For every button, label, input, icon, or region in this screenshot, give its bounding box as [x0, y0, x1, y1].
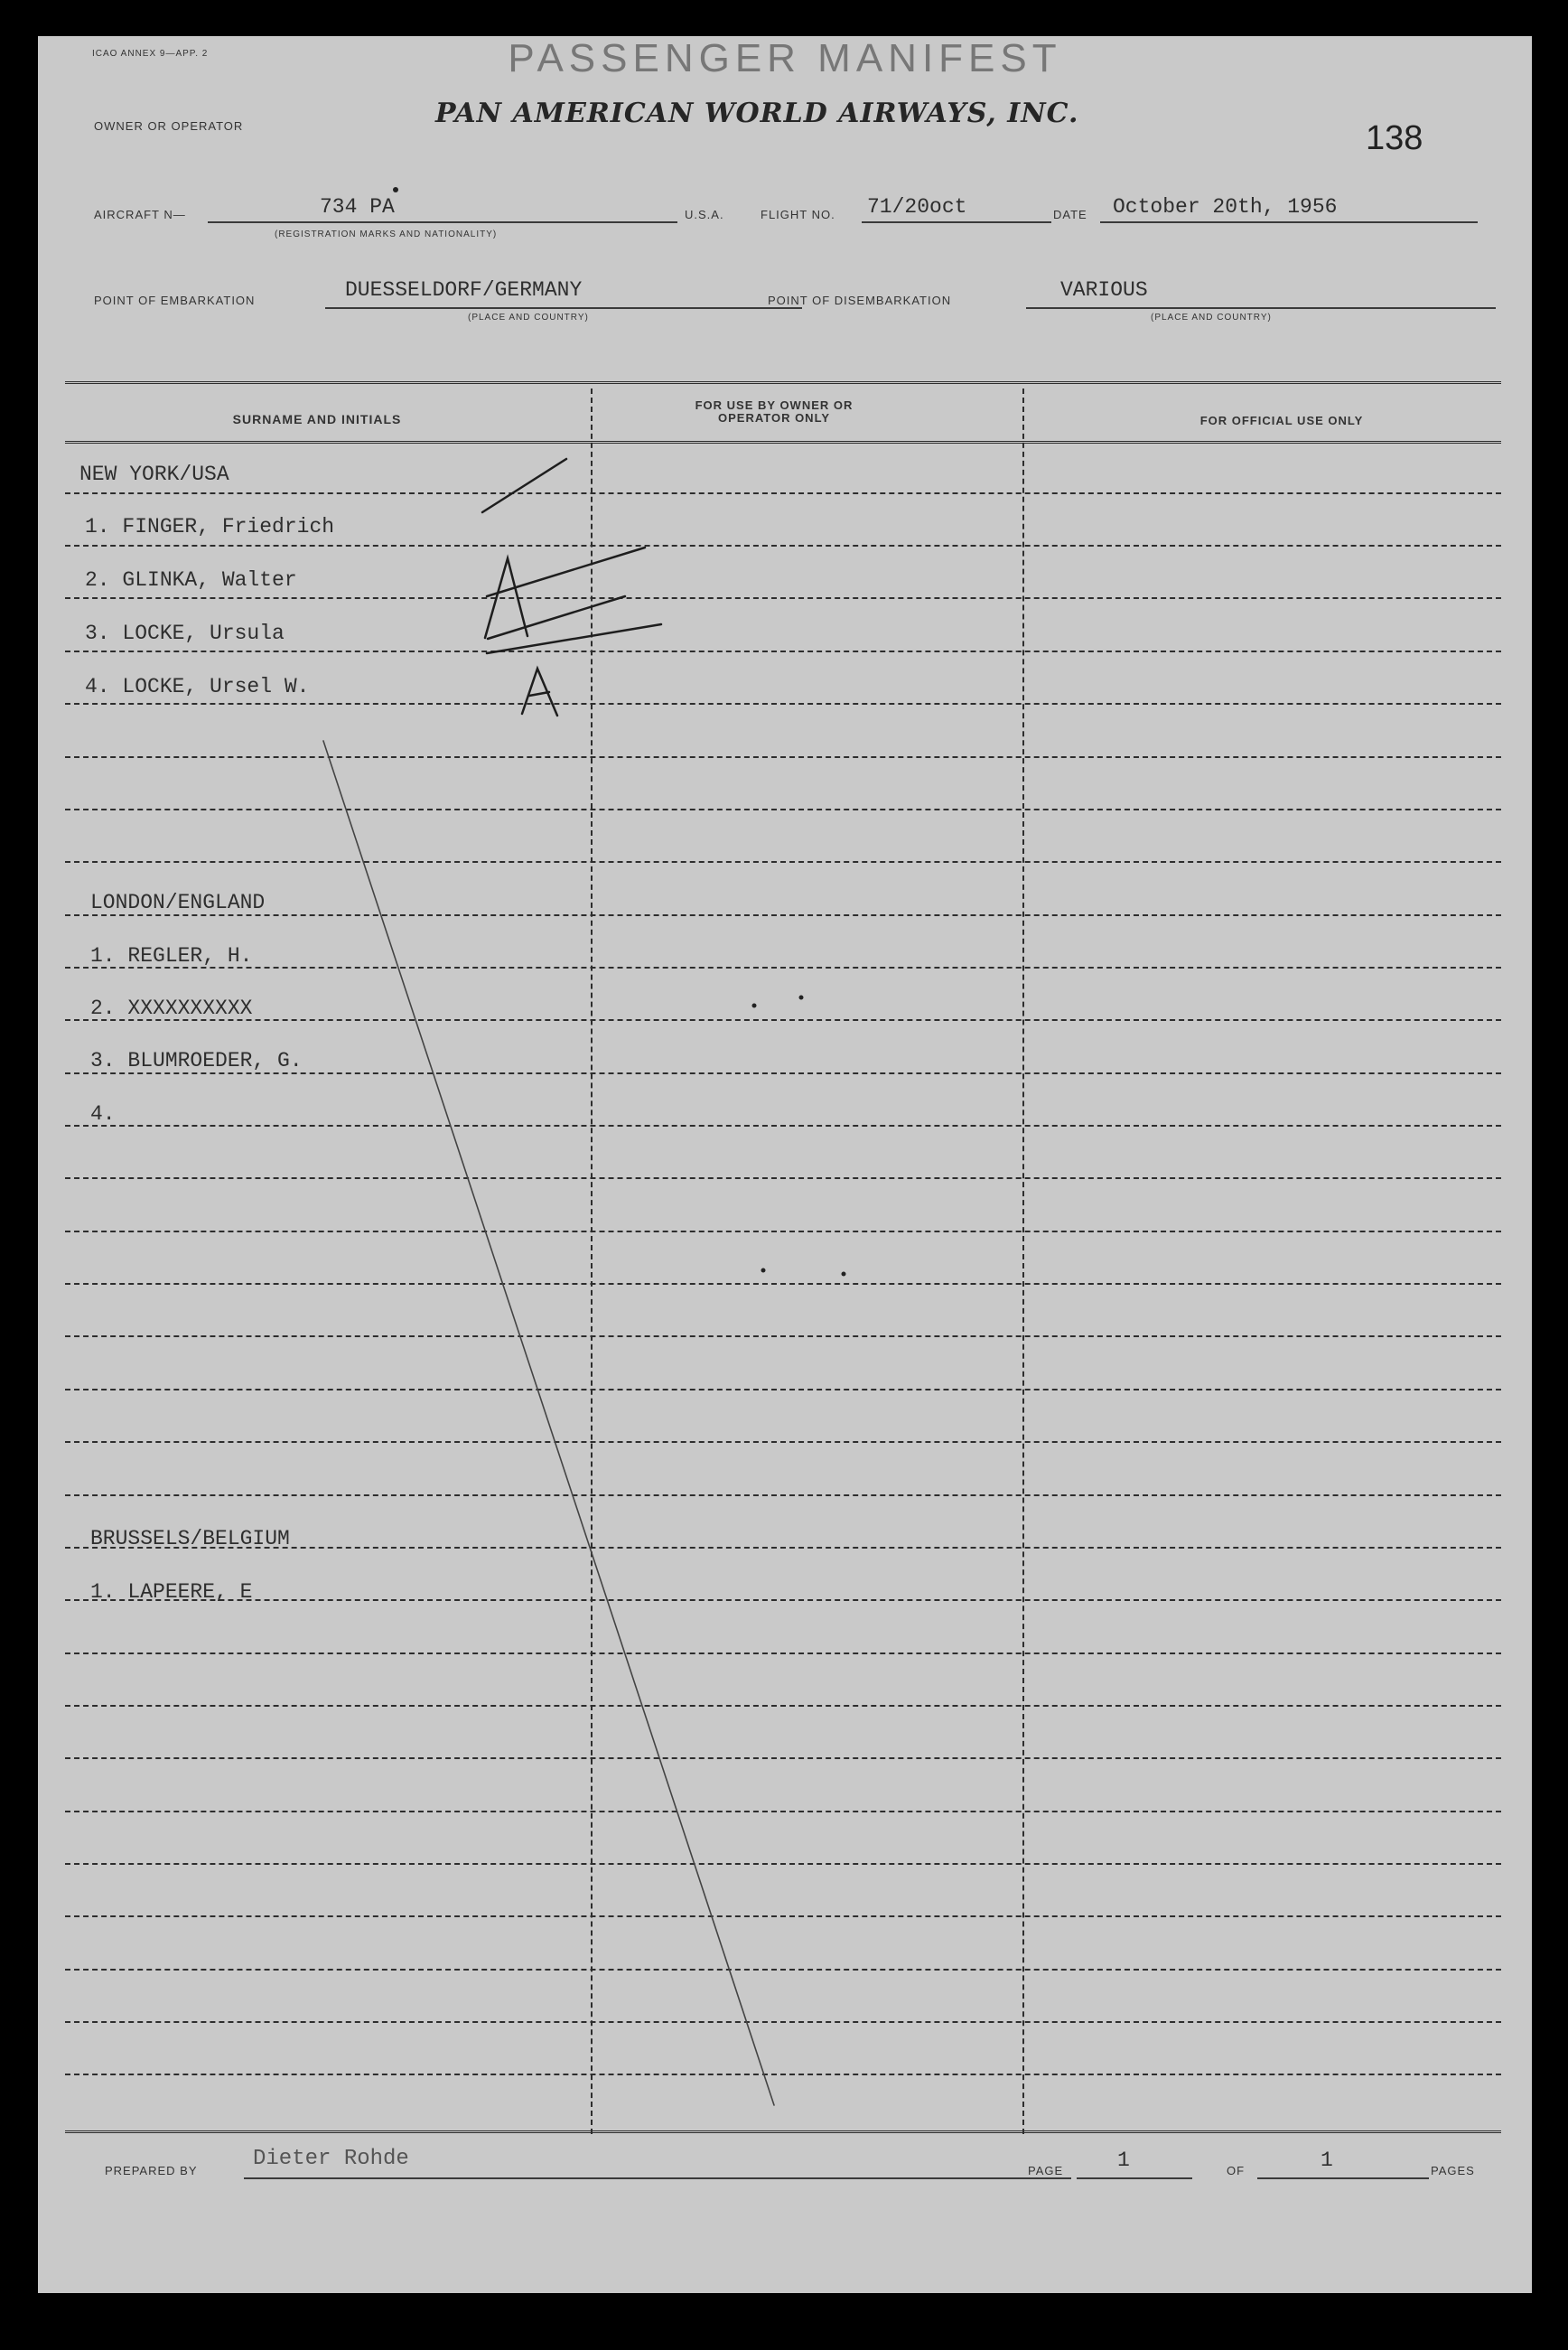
pencil-strike-line [323, 741, 774, 2105]
form-title: PASSENGER MANIFEST [508, 36, 1062, 80]
prepared-by-signature: Dieter Rohde [253, 2147, 409, 2171]
pages-total-value: 1 [1321, 2149, 1333, 2172]
flight-value: 71/20oct [867, 195, 967, 219]
aircraft-value: 734 PA [320, 195, 395, 219]
embark-value: DUESSELDORF/GERMANY [345, 278, 583, 302]
embark-note: (PLACE AND COUNTRY) [468, 313, 589, 323]
destination-heading: LONDON/ENGLAND [90, 891, 266, 914]
page-number: 138 [1366, 119, 1423, 157]
destination-heading: NEW YORK/USA [79, 463, 229, 486]
ink-dot [752, 1004, 757, 1008]
ink-dot [799, 996, 804, 1000]
passenger-entry: 1. LAPEERE, E [90, 1580, 253, 1604]
ink-dot [842, 1272, 846, 1277]
nationality: U.S.A. [685, 208, 724, 221]
disembark-value: VARIOUS [1060, 278, 1148, 302]
operator-name: PAN AMERICAN WORLD AIRWAYS, INC. [435, 98, 1079, 129]
handwritten-marks [38, 36, 1532, 2293]
column-header-owner-use: FOR USE BY OWNER OR OPERATOR ONLY [695, 398, 854, 425]
handwritten-a-mark [522, 669, 557, 716]
passenger-entry: 2. XXXXXXXXXX [90, 997, 253, 1020]
passenger-entry: 1. REGLER, H. [90, 944, 253, 968]
passenger-entry: 3. BLUMROEDER, G. [90, 1049, 303, 1072]
date-value: October 20th, 1956 [1113, 195, 1338, 219]
handwritten-a-mark [487, 624, 661, 653]
prepared-by-label: PREPARED BY [105, 2164, 198, 2177]
check-mark [482, 459, 566, 512]
disembark-label: POINT OF DISEMBARKATION [768, 294, 952, 307]
column-header-official-use: FOR OFFICIAL USE ONLY [1199, 414, 1364, 427]
handwritten-a-mark [485, 558, 527, 638]
ink-dot [761, 1269, 766, 1273]
handwritten-a-mark [488, 596, 625, 639]
manifest-sheet [38, 36, 1532, 2293]
column-header-surname: SURNAME AND INITIALS [232, 412, 402, 426]
of-label: OF [1227, 2164, 1246, 2177]
destination-heading: BRUSSELS/BELGIUM [90, 1527, 290, 1550]
owner-label: OWNER OR OPERATOR [94, 119, 244, 133]
page-value: 1 [1117, 2149, 1130, 2172]
pages-label: PAGES [1431, 2164, 1475, 2177]
aircraft-note: (REGISTRATION MARKS AND NATIONALITY) [275, 229, 498, 239]
passenger-entry: 4. [90, 1102, 116, 1126]
disembark-note: (PLACE AND COUNTRY) [1151, 313, 1272, 323]
aircraft-label: AIRCRAFT N— [94, 208, 186, 221]
page-label: PAGE [1028, 2164, 1064, 2177]
ink-dot [393, 187, 398, 192]
handwritten-a-mark [529, 692, 549, 696]
flight-label: FLIGHT NO. [761, 208, 835, 221]
embark-label: POINT OF EMBARKATION [94, 294, 256, 307]
passenger-entry: 3. LOCKE, Ursula [85, 622, 285, 645]
annex-label: ICAO ANNEX 9—APP. 2 [92, 49, 209, 59]
date-label: DATE [1053, 208, 1087, 221]
passenger-entry: 4. LOCKE, Ursel W. [85, 675, 310, 698]
passenger-entry: 1. FINGER, Friedrich [85, 515, 335, 538]
passenger-entry: 2. GLINKA, Walter [85, 568, 297, 592]
